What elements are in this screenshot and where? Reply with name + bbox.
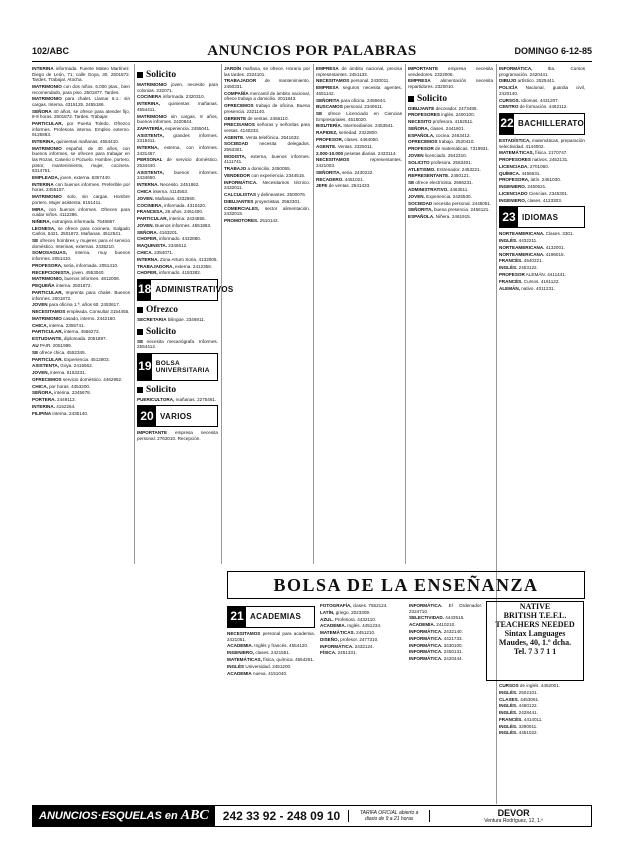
listing-item: COMERCIALES, sector alimentación. 2432015. bbox=[224, 205, 310, 217]
listing-item: INGLÉS. 4451022. bbox=[499, 730, 538, 736]
category-number: 21 bbox=[228, 607, 246, 627]
listing-item: SEÑORA, interina. 2345678. bbox=[32, 390, 91, 396]
listing-item: SEÑORITA para oficina. 2456644. bbox=[316, 97, 387, 103]
listing-item: MATRIMONIO sin cargas, 8 años, buenos informes. 2420844. bbox=[137, 113, 218, 125]
classified-column-1 bbox=[32, 66, 130, 802]
listing-item: ACADEMIA. 2410210. bbox=[409, 622, 456, 628]
page-date: DOMINGO 6-12-85 bbox=[514, 46, 592, 56]
column-divider bbox=[496, 64, 497, 804]
section-bullet bbox=[137, 307, 143, 313]
listing-item: JOVEN. Buenos informes. 4551863. bbox=[137, 222, 212, 228]
bolsa-column-2 bbox=[320, 603, 404, 801]
listing-item: SE ofrecen hombres y mujeres para el servicio doméstico. Interinas, externas. 2435210. bbox=[32, 238, 130, 249]
listing-item: JOVEN licenciado. 2542310. bbox=[408, 153, 467, 159]
listing-item: INFORMÁTICA. 2432140. bbox=[409, 628, 463, 634]
section-bullet bbox=[137, 329, 143, 335]
section-solicito bbox=[137, 327, 218, 337]
listing-item: LICENCIADA. 2701060. bbox=[499, 163, 550, 169]
listing-item: ASISTENTA, Goya. 2415562. bbox=[32, 363, 93, 369]
listing-item: ASISTENTA, grandes informes. 2315411. bbox=[137, 132, 218, 144]
listing-item: 2.000-10.000 pesetas diarias. 2433114. bbox=[316, 150, 397, 156]
category-idiomas bbox=[499, 206, 585, 228]
listing-item: ASISTENTA, buenos informes. 2434650. bbox=[137, 169, 218, 181]
listing-item: TRABAJADORA, externa. 2412356. bbox=[137, 263, 213, 269]
listing-item: PEQUEÑA interna. 2501872. bbox=[32, 283, 92, 289]
listing-item: RAPIDEZ, seriedad. 2322800. bbox=[316, 130, 379, 136]
listing-item: LATÍN, griego. 2023309. bbox=[320, 609, 371, 615]
listing-item: FRANCÉS. Cursos. 4161122. bbox=[499, 278, 560, 284]
listing-item: OFRECEMOS servicio doméstico. 4462952. bbox=[32, 376, 123, 382]
listing-item: SOCIEDAD necesita personal. 2445051. bbox=[408, 200, 492, 206]
listing-item: PORTERA. 2449113. bbox=[32, 397, 76, 403]
section-solicito bbox=[137, 385, 218, 395]
listing-item: INTERINA, quinientas mañanas. 4554410. bbox=[32, 139, 120, 145]
listing-item: EMPRESA seguros necesita agentes. 4551142. bbox=[316, 85, 402, 96]
section-title: Solicito bbox=[146, 70, 177, 80]
listing-item: BISUTERÍA. Intermediarios. 2453541. bbox=[316, 123, 395, 129]
classified-column-2 bbox=[137, 66, 234, 802]
listing-item: SEÑORITA, buena presencia. 2456121. bbox=[408, 207, 490, 213]
listing-item: AZUL. Profesora. 4432110. bbox=[320, 616, 377, 622]
footer-devor bbox=[430, 809, 591, 824]
listing-item: PROFESOR, clases. 4464050. bbox=[316, 137, 380, 143]
listing-item: JEFE de ventas. 2541433. bbox=[316, 183, 371, 189]
category-academias bbox=[227, 606, 315, 628]
native-ad-line: Sintax Languages bbox=[504, 629, 566, 638]
listing-item: SEÑORA, clases. 2441601. bbox=[408, 125, 465, 131]
listing-item: INGENIERO. 2450621. bbox=[499, 184, 547, 190]
page-title: ANUNCIOS POR PALABRAS bbox=[207, 43, 417, 59]
listing-item: PROFESORA, latín. 2451030. bbox=[499, 177, 562, 183]
listing-item: OFRECEMOS trabajo. 2520410. bbox=[408, 139, 475, 145]
listing-item: NORTEAMERICANA. 4196015. bbox=[499, 251, 565, 257]
category-label: ADMINISTRATIVOS bbox=[155, 285, 234, 295]
listing-item: INFORMÁTICA. 2432124. bbox=[320, 643, 374, 649]
native-ad-line: Tel. 7 3 7 1 1 bbox=[513, 647, 557, 656]
listing-item: SEÑORITA, seria. 2430222. bbox=[316, 169, 374, 175]
listing-item: ACADEMIA. Inglés y francés. 4554120. bbox=[227, 643, 309, 649]
listing-item: INTERNA. Zona Arturo Soria. 4132005. bbox=[137, 256, 218, 262]
category-number: 23 bbox=[500, 207, 518, 227]
listing-item: CHOFER, informado. 4432880. bbox=[137, 236, 202, 242]
category-label: BOLSA UNIVERSITARIA bbox=[155, 359, 210, 374]
listing-item: INFORMÁTICA, Iba. Cursos programación. 2420441. bbox=[499, 66, 585, 77]
listing-item: QUÍMICA. 4456631. bbox=[499, 170, 541, 176]
listing-item: INGENIERO, clases. 4123303. bbox=[499, 197, 563, 203]
listing-item: CURSOS. Idiomas. 4431207. bbox=[499, 97, 560, 103]
listing-item: BUSCAMOS personal. 2340611. bbox=[316, 104, 384, 110]
column-divider bbox=[134, 64, 135, 564]
listing-group bbox=[499, 66, 585, 110]
listing-item: REPRESENTANTE. 2450121. bbox=[408, 173, 470, 179]
category-label: BACHILLERATO bbox=[518, 119, 584, 129]
listing-item: INGLÉS. 4432211. bbox=[499, 238, 538, 244]
listing-item: SOLICITO profesora. 2553401. bbox=[408, 159, 473, 165]
listing-item: ESTUDIANTE, diplomada. 2051897. bbox=[32, 336, 107, 342]
listing-item: PARTICULAR. Experiencia. 4512803. bbox=[32, 356, 110, 362]
listing-item: LICENCIADO Ciencias. 2345301. bbox=[499, 190, 569, 196]
listing-item: AU PAIR. 2051989. bbox=[32, 343, 73, 348]
listing-item: RECADERO. 4451021. bbox=[316, 176, 365, 182]
listing-item: CHICA, interna. 2355741. bbox=[32, 322, 85, 328]
listing-item: ACADEMIA. Inglés. 4451234. bbox=[320, 623, 382, 629]
native-ad-line: BRITISH T.E.F.L. bbox=[503, 611, 567, 620]
listing-item: PARTICULAR, por Puerta Toledo. Ofrezco informes. Profesora interna. Empleo externo. 9125863. bbox=[32, 121, 130, 138]
listing-item: PARTICULAR, interina. 2434856. bbox=[137, 216, 206, 222]
listing-item: CHICA. 2354071. bbox=[137, 250, 174, 255]
listing-group bbox=[137, 317, 218, 323]
listing-item: INTERNA. Necesito. 2451862. bbox=[137, 182, 200, 188]
listing-item: NIÑERA, extranjera informada. 7546867. bbox=[32, 218, 117, 224]
listing-item: NECESITAMOS personal para academia. 2421051. bbox=[227, 631, 315, 642]
listing-group bbox=[499, 138, 585, 203]
listing-item: MODISTA, externa, buenos informes. 4111741. bbox=[224, 153, 310, 165]
category-administrativos bbox=[137, 279, 234, 301]
listing-item: NECESITAMOS representantes. 2421003. bbox=[316, 157, 402, 168]
section-solicito bbox=[137, 70, 218, 80]
header-rule bbox=[32, 61, 592, 62]
listing-item: VENDEDOR con experiencia. 2344515. bbox=[224, 172, 306, 178]
classified-column-3 bbox=[224, 66, 310, 566]
native-teachers-ad bbox=[486, 601, 584, 681]
listing-item: INTERINA informada. Fuente Mateo Martínez. Diego de León, 71; calle Goya, 30. 2501872. Tardes. Trabajar. Atocha. bbox=[32, 66, 130, 83]
listing-item: INGLÉS. 3290011. bbox=[499, 723, 538, 729]
listing-item: JOVEN. Mañanas. 4332560. bbox=[137, 195, 196, 201]
listing-item: PROFESOR de matemáticas. 7319931. bbox=[408, 146, 490, 152]
listing-item: MATEMÁTICAS. 2451210. bbox=[320, 630, 376, 636]
listing-item: PARTICULAR, Imprenta para chalet. Buenos informes. 2001872. bbox=[32, 289, 130, 301]
listing-item: SE ofrece chica. 4552345. bbox=[32, 349, 86, 355]
listing-item: PROFESORES inglés. 2400100. bbox=[408, 112, 475, 118]
listing-item: NORTEAMERICANA. 4132001. bbox=[499, 244, 565, 250]
listing-item: MATRIMONIO casado, interno. 2442160. bbox=[32, 315, 117, 321]
listing-item: INGLÉS. 2502101. bbox=[499, 689, 538, 695]
listing-item: INTERNA, externa, con informes. 2431467. bbox=[137, 145, 218, 156]
listing-item: FÍSICA. 2451331. bbox=[320, 650, 357, 656]
listing-item: MATRIMONIO solo, sin cargas. Hombre portero. Mujer asistenta. 6151411. bbox=[32, 194, 130, 205]
bolsa-column-1 bbox=[227, 603, 315, 801]
listing-item: INTERINA, quinientas mañanas. 4554411. bbox=[137, 101, 218, 112]
listing-item: INTERINA. 4152264. bbox=[32, 404, 76, 410]
listing-item: DISEÑO, profesor. 2477310. bbox=[320, 636, 379, 642]
listing-item: NECESITAMOS empleada. Consultar 3154455. bbox=[32, 309, 130, 315]
listing-item: CURSOS de inglés. 4452001. bbox=[499, 683, 561, 688]
classified-column-6 bbox=[499, 66, 585, 600]
listing-item: INGLÉS. 2453122. bbox=[499, 265, 538, 271]
listing-item: POLICÍA Nacional, guardia civil, 2420140. bbox=[499, 85, 585, 96]
listing-group bbox=[408, 66, 493, 90]
listing-item: DIBUJANTE decorador. 2473485. bbox=[408, 105, 478, 111]
listing-item: PROFESORES nativos. 2452131. bbox=[499, 157, 569, 163]
bolsa-ensenanza-title: BOLSA DE LA ENSEÑANZA bbox=[227, 571, 585, 599]
listing-item: SE necesita mecanógrafa. Informes. 2554412. bbox=[137, 338, 218, 350]
listing-item: INTERINA con buenos informes. Preferible por horas. 2455157. bbox=[32, 181, 130, 193]
listing-item: MATRIMONIO español, de 40 años, con buenos informes, se ofrecen para trabajar en las Rozas, Caserio o Pozuelo. Hombre, portero, pintor, mantenimiento, mujer, cocinera. 6314751. bbox=[32, 145, 130, 174]
listing-item: AGENTE. Ventas. 2325011. bbox=[316, 143, 374, 149]
listing-item: JOVEN. Experiencia. 2426530. bbox=[408, 193, 472, 199]
column-divider bbox=[405, 64, 406, 564]
page-header bbox=[32, 44, 592, 60]
listing-item: FRANCÉS. 4414011. bbox=[499, 716, 543, 722]
listing-item: PERSONAL de servicio doméstico. 2534440. bbox=[137, 157, 218, 169]
listing-item: NECESITO profesora. 4152511. bbox=[408, 119, 474, 125]
listing-item: LEONESA, se ofrece para cocinera. Salgado Carlos, 5421. 2501872. Mañanas. 4512541. bbox=[32, 225, 130, 237]
devor-title: DEVOR bbox=[497, 807, 530, 818]
listing-item: FOTOGRAFÍA, clases. 7552124. bbox=[320, 603, 388, 608]
listing-item: JARDÍN mañana, se ofrece. Horario por las tardes. 2324101. bbox=[224, 66, 310, 77]
listing-item: PROFESORA, seria, informada. 2051410. bbox=[32, 262, 119, 268]
footer-left bbox=[33, 806, 215, 826]
listing-group bbox=[137, 397, 218, 403]
section-ofrezco bbox=[137, 305, 218, 315]
footer-banner bbox=[32, 805, 592, 827]
listing-group bbox=[227, 631, 315, 676]
listing-item: CLASES. 4453061. bbox=[499, 696, 540, 702]
listing-item: INGLÉS. 2428441. bbox=[499, 710, 538, 716]
listing-item: INFORMÁTICA. 4421733. bbox=[409, 635, 463, 641]
listing-item: MIRA, con buenos informes. Ofrecen para cuidar niños. 4112286. bbox=[32, 206, 130, 218]
listing-item: CHICA interna. 4114553. bbox=[137, 188, 189, 194]
listing-item: EMPRESA de ámbito nacional, precisa representantes. 2451133. bbox=[316, 66, 402, 77]
listing-item: MAQUINISTA. 2345612. bbox=[137, 243, 188, 249]
listing-item: FRANCÉS. 4540221. bbox=[499, 258, 543, 264]
footer-tarifa: TARIFA OFICIAL abierto a diario de 9 a 21 horas bbox=[348, 810, 430, 822]
footer-left-text: ANUNCIOS·ESQUELAS en bbox=[39, 810, 178, 822]
listing-item: MATEMÁTICAS, física. 2170747. bbox=[499, 150, 568, 156]
listing-item: NORTEAMERICANA. Clases. 3301. bbox=[499, 231, 574, 237]
listing-item: ESPAÑOLA, cocina. 2463412. bbox=[408, 132, 471, 138]
listing-item: ESTADÍSTICA, matemáticas, preparación selectividad. 4144002. bbox=[499, 137, 585, 149]
listing-item: INFORMÁTICA. 3430100. bbox=[409, 642, 463, 648]
listing-item: PRECISAMOS señoras y señoritas para ventas. 4140233. bbox=[224, 122, 310, 133]
listing-item: ZAPATERÍA, experiencia. 2455041. bbox=[137, 125, 211, 131]
listing-item: TRABAJO a domicilio. 2450055. bbox=[224, 166, 291, 172]
listing-item: CALCULISTAS y delineantes. 2500076. bbox=[224, 192, 307, 198]
native-ad-line: Maudes, 40, 1.º dcha. bbox=[498, 638, 572, 647]
classified-column-4 bbox=[316, 66, 402, 566]
listing-item: JOVEN para oficina 1.ª, años 60. 2453617. bbox=[32, 302, 121, 308]
listing-item: SOMOSAGUAS, interna, muy buenos informes. 2051410. bbox=[32, 250, 130, 262]
listing-item: INFORMÁTICA. El Ordenador. 2324710. bbox=[409, 603, 482, 614]
listing-item: ALEMÁN, nativo. 4011231. bbox=[499, 285, 555, 291]
listing-item: IMPORTANTE empresa necesita personal. 2763010. Recepción. bbox=[137, 430, 218, 441]
listing-item: CHOFER, informado. 4193382. bbox=[137, 270, 202, 276]
category-label: VARIOS bbox=[160, 411, 192, 421]
listing-item: PROFESOR ALEMÁN. 4411441. bbox=[499, 272, 567, 278]
listing-item: DIBUJO artístico. 2525441. bbox=[499, 78, 556, 84]
listing-group bbox=[137, 430, 218, 441]
listing-item: INGENIERO, clases. 2421551. bbox=[227, 650, 291, 656]
listing-item: SEÑORA. 4163201. bbox=[137, 229, 179, 235]
listing-item: INGLÉS. 4460122. bbox=[499, 703, 538, 709]
listing-item: MATRIMONIO, buenos informes. 4812008. bbox=[32, 276, 120, 282]
listing-item: JOVEN, interna. 6153231. bbox=[32, 370, 86, 376]
devor-text: Ventura Rodríguez, 12, 1.º bbox=[484, 817, 543, 824]
listing-item: SEÑORA 40 años, se ofrece para atender fijo, 8-9 horas. 2501872. Tardes. Trabajar. bbox=[32, 108, 130, 120]
listing-item: PUERICULTORA, mañanas. 2275461. bbox=[137, 396, 217, 402]
listing-item: SOCIEDAD necesita delegados. 2563301. bbox=[224, 141, 310, 153]
section-bullet bbox=[137, 72, 143, 78]
listing-item: ATLETISMO. Entrenador. 2453221. bbox=[408, 166, 481, 172]
listing-item: IMPORTANTE empresa necesita vendedores. 2322006. bbox=[408, 66, 493, 77]
listing-item: GERENTE de ventas. 2456110. bbox=[224, 115, 289, 121]
page-number: 102/ABC bbox=[32, 46, 70, 56]
category-varios bbox=[137, 405, 218, 427]
listing-item: RECEPCIONISTA, joven. 4553040. bbox=[32, 269, 105, 275]
section-solicito bbox=[408, 94, 493, 104]
column-divider bbox=[313, 64, 314, 564]
category-bachillerato bbox=[499, 113, 585, 135]
listing-item: PROMOTORES. 2510142. bbox=[224, 218, 279, 224]
listing-item: CENTRO de formación. 4462112. bbox=[499, 104, 568, 110]
classified-column-6-bottom bbox=[499, 683, 585, 801]
category-number: 19 bbox=[138, 354, 152, 380]
listing-item: INGLÉS Universidad. 2451200. bbox=[227, 663, 292, 669]
listing-item: COCINERA, informada. 4310420. bbox=[137, 202, 207, 208]
listing-item: NECESITAMOS personal. 2430011. bbox=[316, 78, 390, 84]
category-number: 22 bbox=[500, 114, 514, 134]
listing-item: MATRIMONIO joven, necesito para colonias. 232071. bbox=[137, 82, 218, 93]
section-title: Ofrezco bbox=[146, 304, 178, 315]
listing-item: FILIPINA interna. 2435140. bbox=[32, 410, 89, 416]
listing-item: DIBUJANTES proyectistas. 2562301. bbox=[224, 198, 301, 204]
listing-item: TRABAJADOR de mantenimiento. 2450331. bbox=[224, 78, 310, 89]
listing-group bbox=[137, 339, 218, 350]
listing-group bbox=[408, 106, 493, 220]
listing-item: PARTICULAR, interna. 4556273. bbox=[32, 329, 100, 335]
listing-item: MATEMÁTICAS, física, química. 4554251. bbox=[227, 656, 315, 662]
listing-item: ADMINISTRATIVO. 4463511. bbox=[408, 186, 469, 192]
category-bolsa-universitaria bbox=[137, 353, 218, 381]
listing-group bbox=[137, 82, 218, 276]
listing-item: SECRETARIA bilingüe. 2346911. bbox=[137, 316, 206, 322]
section-bullet bbox=[137, 387, 143, 393]
category-number: 18 bbox=[138, 280, 151, 300]
category-label: ACADEMIAS bbox=[250, 612, 302, 622]
listing-item: INFORMÁTICA. 2450131. bbox=[409, 649, 463, 655]
abc-logo: ABC bbox=[180, 808, 209, 823]
listing-group bbox=[499, 231, 585, 291]
section-title: Solicito bbox=[417, 93, 448, 104]
bolsa-column-3 bbox=[409, 603, 482, 801]
category-number: 20 bbox=[138, 406, 156, 426]
listing-item: ESPAÑOLA. Niñera. 2461915. bbox=[408, 214, 471, 220]
category-label: IDIOMAS bbox=[522, 212, 559, 222]
listing-item: OFRECEMOS trabajo de oficina. Buena presencia. 2321140. bbox=[224, 103, 310, 114]
listing-item: AGENTE. Venta telefónica. 2541632. bbox=[224, 134, 301, 140]
listing-item: SE ofrece electricista. 2566231. bbox=[408, 180, 473, 186]
listing-item: COCINERA informada. 2320310. bbox=[137, 94, 205, 100]
listing-item: COMPAÑÍA mercantil de ámbito nacional, ofrece trabajo a domicilio. 2011843. bbox=[224, 90, 310, 102]
listing-item: EMPRESA alimentación necesita repartidores. 2320010. bbox=[408, 78, 493, 89]
classified-column-5 bbox=[408, 66, 493, 566]
listing-item: INFORMÁTICA. 2420444. bbox=[409, 656, 463, 662]
footer-phone: 242 33 92 - 248 09 10 bbox=[222, 809, 341, 823]
listing-item: SE ofrece Licenciado en Ciencias Empresariales. 4515020. bbox=[316, 111, 402, 122]
native-ad-line: NATIVE bbox=[519, 602, 551, 611]
section-title: Solicito bbox=[146, 326, 177, 337]
column-divider bbox=[221, 64, 222, 564]
listing-item: EMPLEADA, joven, externa. 6357440. bbox=[32, 175, 111, 180]
listing-item: MATRIMONIO para chalet. Llamar 6.1.: sin cargas. Interna. 4315125. 2455186. bbox=[32, 96, 130, 107]
section-bullet bbox=[408, 96, 414, 102]
native-ad-line: TEACHERS NEEDED bbox=[495, 620, 575, 629]
section-title: Solicito bbox=[146, 384, 177, 395]
listing-item: FRANCESA, 28 años. 2461400. bbox=[137, 209, 204, 215]
listing-item: ACADEMIA nueva. 4151040. bbox=[227, 670, 288, 676]
listing-item: INFORMÁTICA. Necesitamos técnico. 2432011. bbox=[224, 179, 310, 191]
listing-item: CHICA, por horas. 4453200. bbox=[32, 383, 91, 389]
listing-item: MATRIMONIO con dos niños. 6.000 ptas., bien recomendado, para piso. 2501877. Tardes. bbox=[32, 83, 130, 95]
listing-item: SELECTIVIDAD. 4443516. bbox=[409, 615, 465, 621]
